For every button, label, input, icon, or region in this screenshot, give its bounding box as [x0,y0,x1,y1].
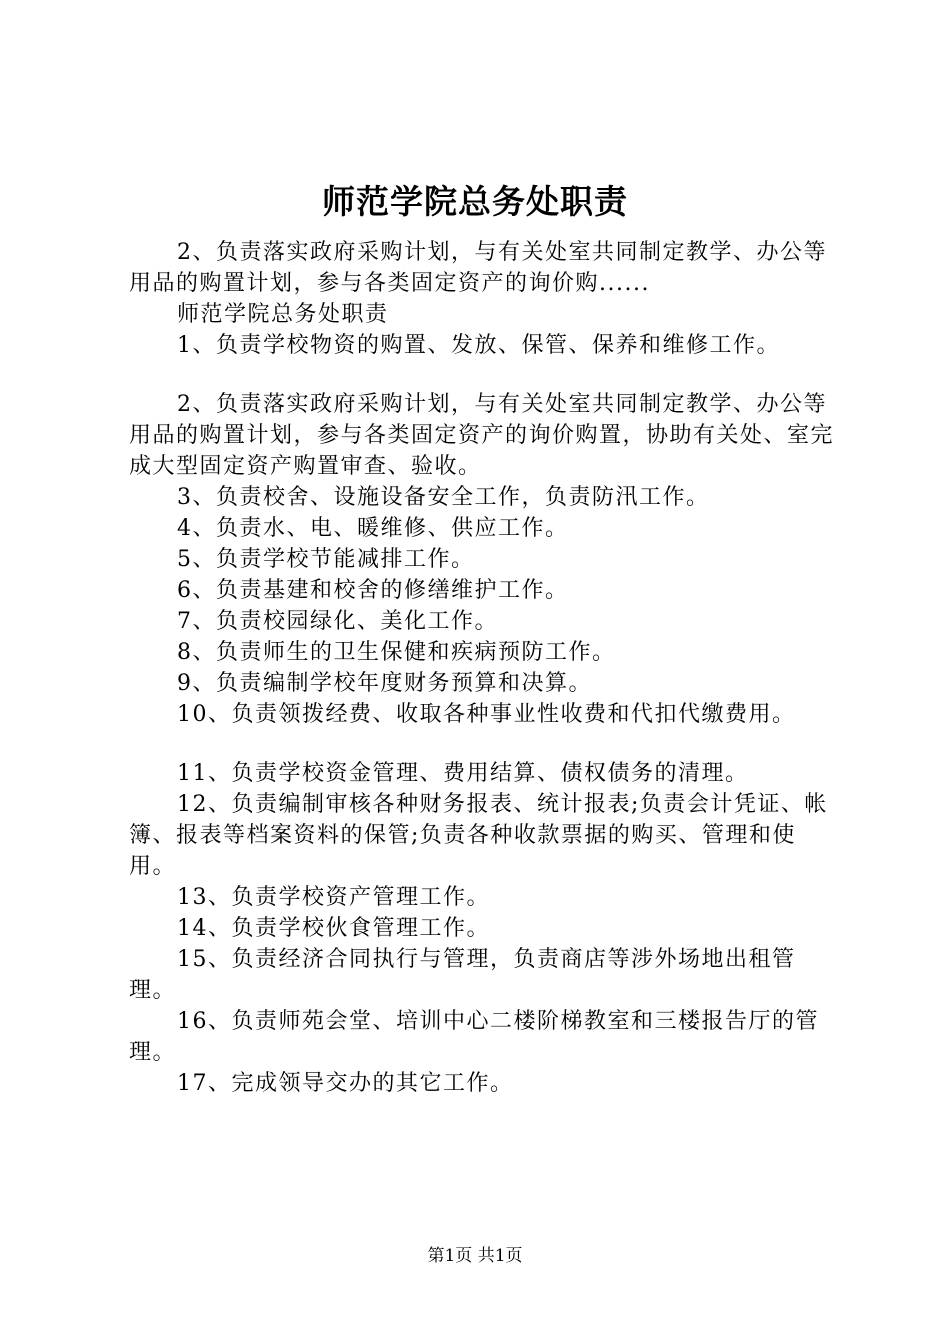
paragraph-duty-5: 5、负责学校节能减排工作。 [177,547,475,572]
document-body [129,237,839,1099]
paragraph-duty-16: 16、负责师苑会堂、培训中心二楼阶梯教室和三楼报告厅的管理。 [129,1009,819,1065]
paragraph-duty-6: 6、负责基建和校舍的修缮维护工作。 [177,578,569,603]
paragraph-heading-repeat: 师范学院总务处职责 [177,302,389,327]
paragraph-duty-11: 11、负责学校资金管理、费用结算、债权债务的清理。 [177,761,749,786]
paragraph-duty-8: 8、负责师生的卫生保健和疾病预防工作。 [177,640,616,665]
paragraph-duty-10: 10、负责领拨经费、收取各种事业性收费和代扣代缴费用。 [177,702,796,727]
paragraph-duty-14: 14、负责学校伙食管理工作。 [177,916,490,941]
paragraph-duty-3: 3、负责校舍、设施设备安全工作，负责防汛工作。 [177,485,710,510]
document-title: 师范学院总务处职责 [322,182,628,221]
paragraph-duty-17: 17、完成领导交办的其它工作。 [177,1071,514,1096]
paragraph-duty-7: 7、负责校园绿化、美化工作。 [177,609,498,634]
paragraph-duty-2: 2、负责落实政府采购计划，与有关处室共同制定教学、办公等用品的购置计划，参与各类固定资产的询价购置，协助有关处、室完成大型固定资产购置审查、验收。 [129,392,835,479]
paragraph-summary: 2、负责落实政府采购计划，与有关处室共同制定教学、办公等用品的购置计划，参与各类固定资产的询价购...... [129,240,827,296]
page-footer: 第1页 共1页 [427,1246,523,1266]
paragraph-duty-15: 15、负责经济合同执行与管理，负责商店等涉外场地出租管理。 [129,947,796,1003]
paragraph-duty-4: 4、负责水、电、暖维修、供应工作。 [177,516,569,541]
paragraph-duty-12: 12、负责编制审核各种财务报表、统计报表;负责会计凭证、帐簿、报表等档案资料的保管;负责各种收款票据的购买、管理和使用。 [129,792,828,879]
paragraph-duty-13: 13、负责学校资产管理工作。 [177,885,490,910]
paragraph-duty-9: 9、负责编制学校年度财务预算和决算。 [177,671,592,696]
paragraph-duty-1: 1、负责学校物资的购置、发放、保管、保养和维修工作。 [177,333,780,358]
